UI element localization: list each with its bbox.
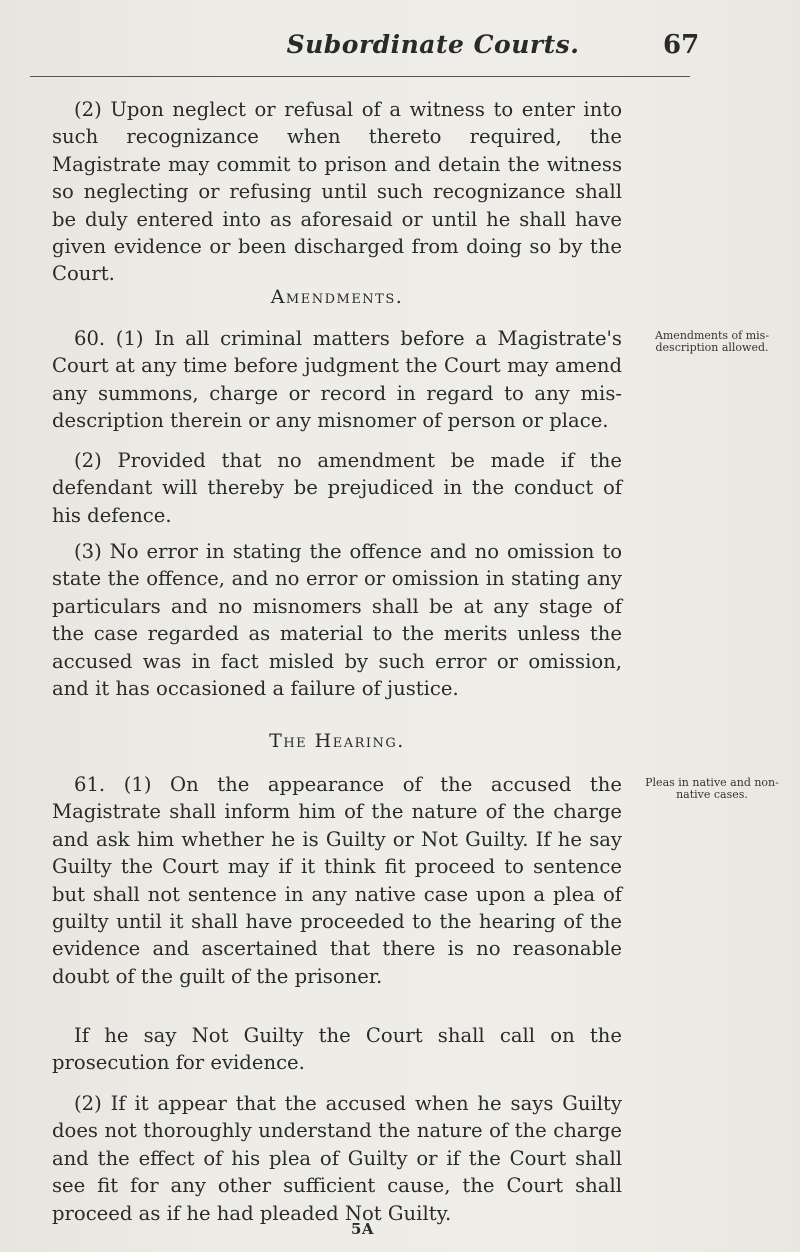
running-head-title: Subordinate Courts. (286, 30, 580, 59)
paragraph-60-1: 60. (1) In all criminal matters before a Magistrate's Court at any time before judgment the Court may amend any summons, charge or record in regard to any mis-description therein or any misnomer of person or place. (52, 327, 622, 433)
paragraph-60-3: (3) No error in stating the offence and no omission to state the offence, and no error or omission in stating any particulars and no misnomers shall be at any stage of the case regarded as material to the merits unless the accused was in fact misled by such error or omission, and it has occasioned a failure of justice. (52, 540, 622, 701)
heading-amendments: Amendments. (270, 286, 404, 308)
heading-the-hearing: The Hearing. (269, 730, 405, 752)
header-rule (30, 76, 690, 77)
margin-note-pleas: Pleas in native and non-native cases. (645, 776, 779, 801)
paragraph-61-1: 61. (1) On the appearance of the accused the Magistrate shall inform him of the nature of the charge and ask him whether he is Guilty or Not Guilty. If he say Guilty the Court may if it think fit proceed to sentence but shall not sentence in any native case upon a plea of guilty until it shall have proceeded to the hearing of the evidence and ascertained that there is no reasonable doubt of the guilt of the prisoner. (52, 773, 622, 988)
paragraph-60-2: (2) Provided that no amendment be made if the defendant will thereby be prejudiced in the conduct of his defence. (52, 449, 622, 527)
paragraph-61-2: (2) If it appear that the accused when he says Guilty does not thoroughly understand the nature of the charge and the effect of his plea of Guilty or if the Court shall see fit for any other sufficient cause, the Court shall proceed as if he had pleaded Not Guilty. (52, 1092, 622, 1225)
paragraph-61-1b: If he say Not Guilty the Court shall call on the prosecution for evidence. (52, 1024, 622, 1075)
margin-note-amendments: Amendments of mis-description allowed. (654, 329, 770, 354)
signature-mark: 5A (351, 1220, 375, 1238)
page-number: 67 (663, 30, 700, 60)
paragraph-60-2-previous: (2) Upon neglect or refusal of a witness to enter into such recognizance when thereto required, the Magistrate may commit to prison and detain the witness so neglecting or refusing until such recognizance shall be duly entered into as aforesaid or until he shall have given evidence or been discharged from doing so by the Court. (52, 98, 622, 286)
